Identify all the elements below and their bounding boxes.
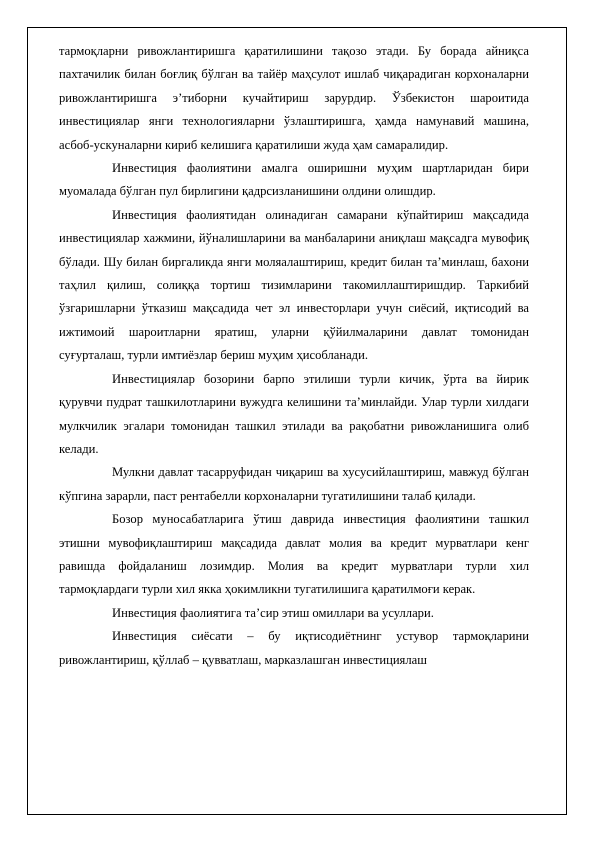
paragraph-2: Инвестиция фаолиятини амалга оширишни муҳим шартларидан бири муомалада бўлган пул бирлигини қадрсизланишини олдини олишдир.: [59, 161, 529, 199]
paragraph-4: Инвестициялар бозорини барпо этилиши турли кичик, ўрта ва йирик қурувчи пудрат ташкилотларини вужудга келишини та’минлайди. Улар турли хилдаги мулкчилик эгалари томонидан ташкил этилади ва рақобатни ривожланишига олиб келади.: [59, 371, 529, 456]
paragraph-3: Инвестиция фаолиятидан олинадиган самарани кўпайтириш мақсадида инвестициялар хажмини, йўналишларини ва манбаларини аниқлаш мақсадга мувофиқ бўлади. Шу билан биргаликда янги моляалаштириш, кредит билан та’минлаш, бахони таҳлил қилиш, солиққа тортиш тизимларини такомиллаштиришдир. Таркибий ўзгаришларни ўтказиш мақсадида чет эл инвесторлари учун сиёсий, иқтисодий ва ижтимоий шароитларни яратиш, уларни қўйилмаларини давлат томонидан суғурталаш, турли имтиёзлар бериш муҳим ҳисобланади.: [59, 207, 529, 363]
document-body: [59, 40, 529, 672]
paragraph-7: Инвестиция сиёсати – бу иқтисодиётнинг устувор тармоқларини ривожлантириш, қўллаб – қувватлаш, марказлашган инвестициялаш: [59, 629, 529, 667]
section-heading: Инвестиция фаолиятига та’сир этиш омиллари ва усуллари.: [112, 605, 434, 620]
paragraph-5: Мулкни давлат тасарруфидан чиқариш ва хусусийлаштириш, мавжуд бўлган кўпгина зарарли, паст рентабелли корхоналарни тугатилишини талаб қилади.: [59, 465, 529, 503]
paragraph-6: Бозор муносабатларига ўтиш даврида инвестиция фаолиятини ташкил этишни мувофиқлаштириш мақсадида давлат молия ва кредит мурватлари кенг равишда фойдаланиш лозимдир. Молия ва кредит мурватлари турли хил тармоқлардаги турли хил якка ҳокимликни тугатилишига қаратилмоғи керак.: [59, 512, 529, 597]
paragraph-1: тармоқларни ривожлантиришга қаратилишини тақозо этади. Бу борада айниқса пахтачилик билан боғлиқ бўлган ва тайёр маҳсулот ишлаб чиқарадиган корхоналарни ривожлантиришга э’тиборни кучайтириш зарурдир. Ўзбекистон шароитида инвестициялар янги технологияларни ўзлаштиришга, ҳамда намунавий машина, асбоб-ускуналарни кириб келишига қаратилиши жуда ҳам самаралидир.: [59, 44, 529, 152]
